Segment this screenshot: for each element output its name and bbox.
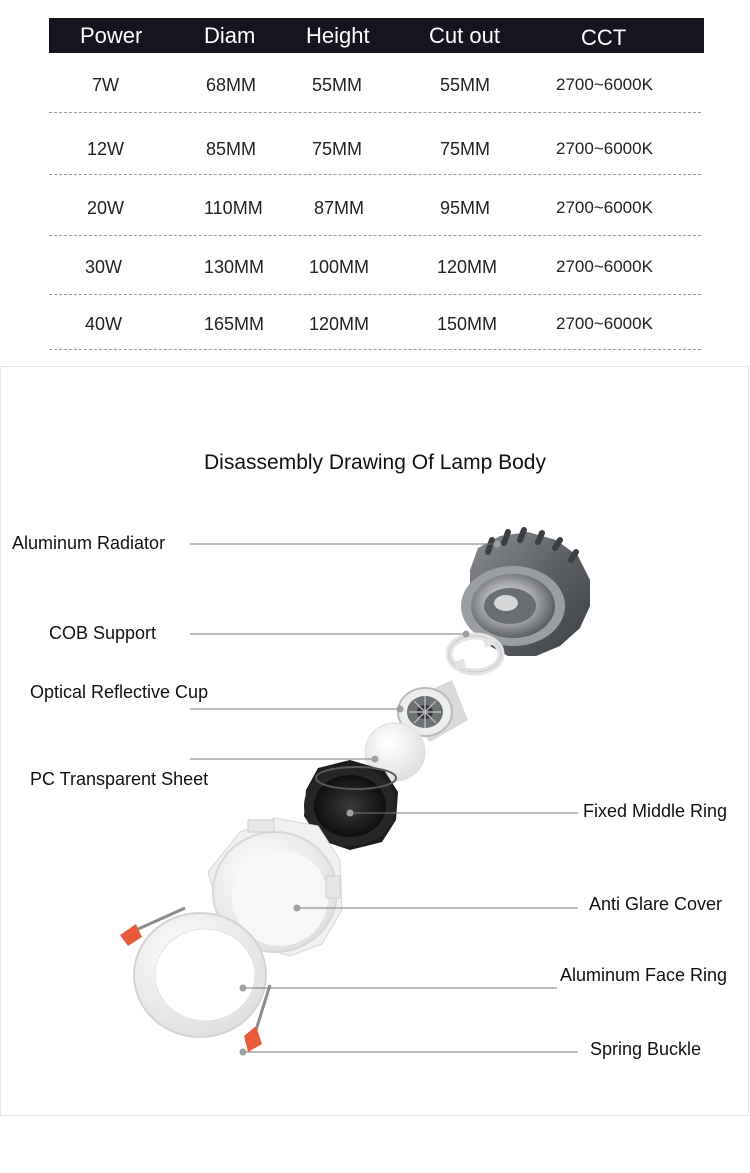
cell-height: 120MM (309, 314, 370, 334)
label-fixed-middle-ring: Fixed Middle Ring (583, 801, 728, 821)
cell-diam: 130MM (204, 257, 265, 277)
header-diam: Diam (204, 23, 256, 48)
cell-power: 20W (87, 198, 125, 218)
label-pc-transparent-sheet: PC Transparent Sheet (30, 769, 209, 789)
label-spring-buckle: Spring Buckle (590, 1039, 702, 1059)
label-cob-support: COB Support (49, 623, 157, 643)
cell-cct: 2700~6000K (556, 75, 653, 94)
cell-power: 40W (85, 314, 123, 334)
label-aluminum-face-ring: Aluminum Face Ring (560, 965, 728, 985)
cell-height: 87MM (314, 198, 365, 218)
cell-diam: 85MM (206, 139, 257, 159)
cell-cct: 2700~6000K (556, 257, 653, 276)
label-optical-reflective-cup: Optical Reflective Cup (30, 682, 209, 702)
cell-cut-out: 55MM (440, 75, 491, 95)
label-anti-glare-cover: Anti Glare Cover (589, 894, 723, 914)
cell-height: 55MM (312, 75, 363, 95)
cell-cut-out: 95MM (440, 198, 491, 218)
cell-cct: 2700~6000K (556, 139, 653, 158)
cell-power: 30W (85, 257, 123, 277)
drawing-title: Disassembly Drawing Of Lamp Body (204, 451, 546, 474)
cell-diam: 110MM (204, 198, 263, 218)
cell-power: 12W (87, 139, 125, 159)
aluminum-face-ring-shape (134, 913, 266, 1037)
header-power: Power (80, 23, 143, 48)
header-height: Height (306, 23, 370, 48)
cell-cut-out: 150MM (437, 314, 498, 334)
cell-cut-out: 75MM (440, 139, 491, 159)
cell-height: 100MM (309, 257, 370, 277)
cell-power: 7W (92, 75, 119, 95)
cell-cct: 2700~6000K (556, 314, 653, 333)
cell-cut-out: 120MM (437, 257, 498, 277)
cell-diam: 165MM (204, 314, 265, 334)
cell-cct: 2700~6000K (556, 198, 653, 217)
header-cut-out: Cut out (429, 23, 500, 48)
label-aluminum-radiator: Aluminum Radiator (12, 533, 166, 553)
header-cct: CCT (581, 25, 627, 50)
cell-diam: 68MM (206, 75, 257, 95)
cell-height: 75MM (312, 139, 363, 159)
cob-support-shape (449, 636, 501, 672)
